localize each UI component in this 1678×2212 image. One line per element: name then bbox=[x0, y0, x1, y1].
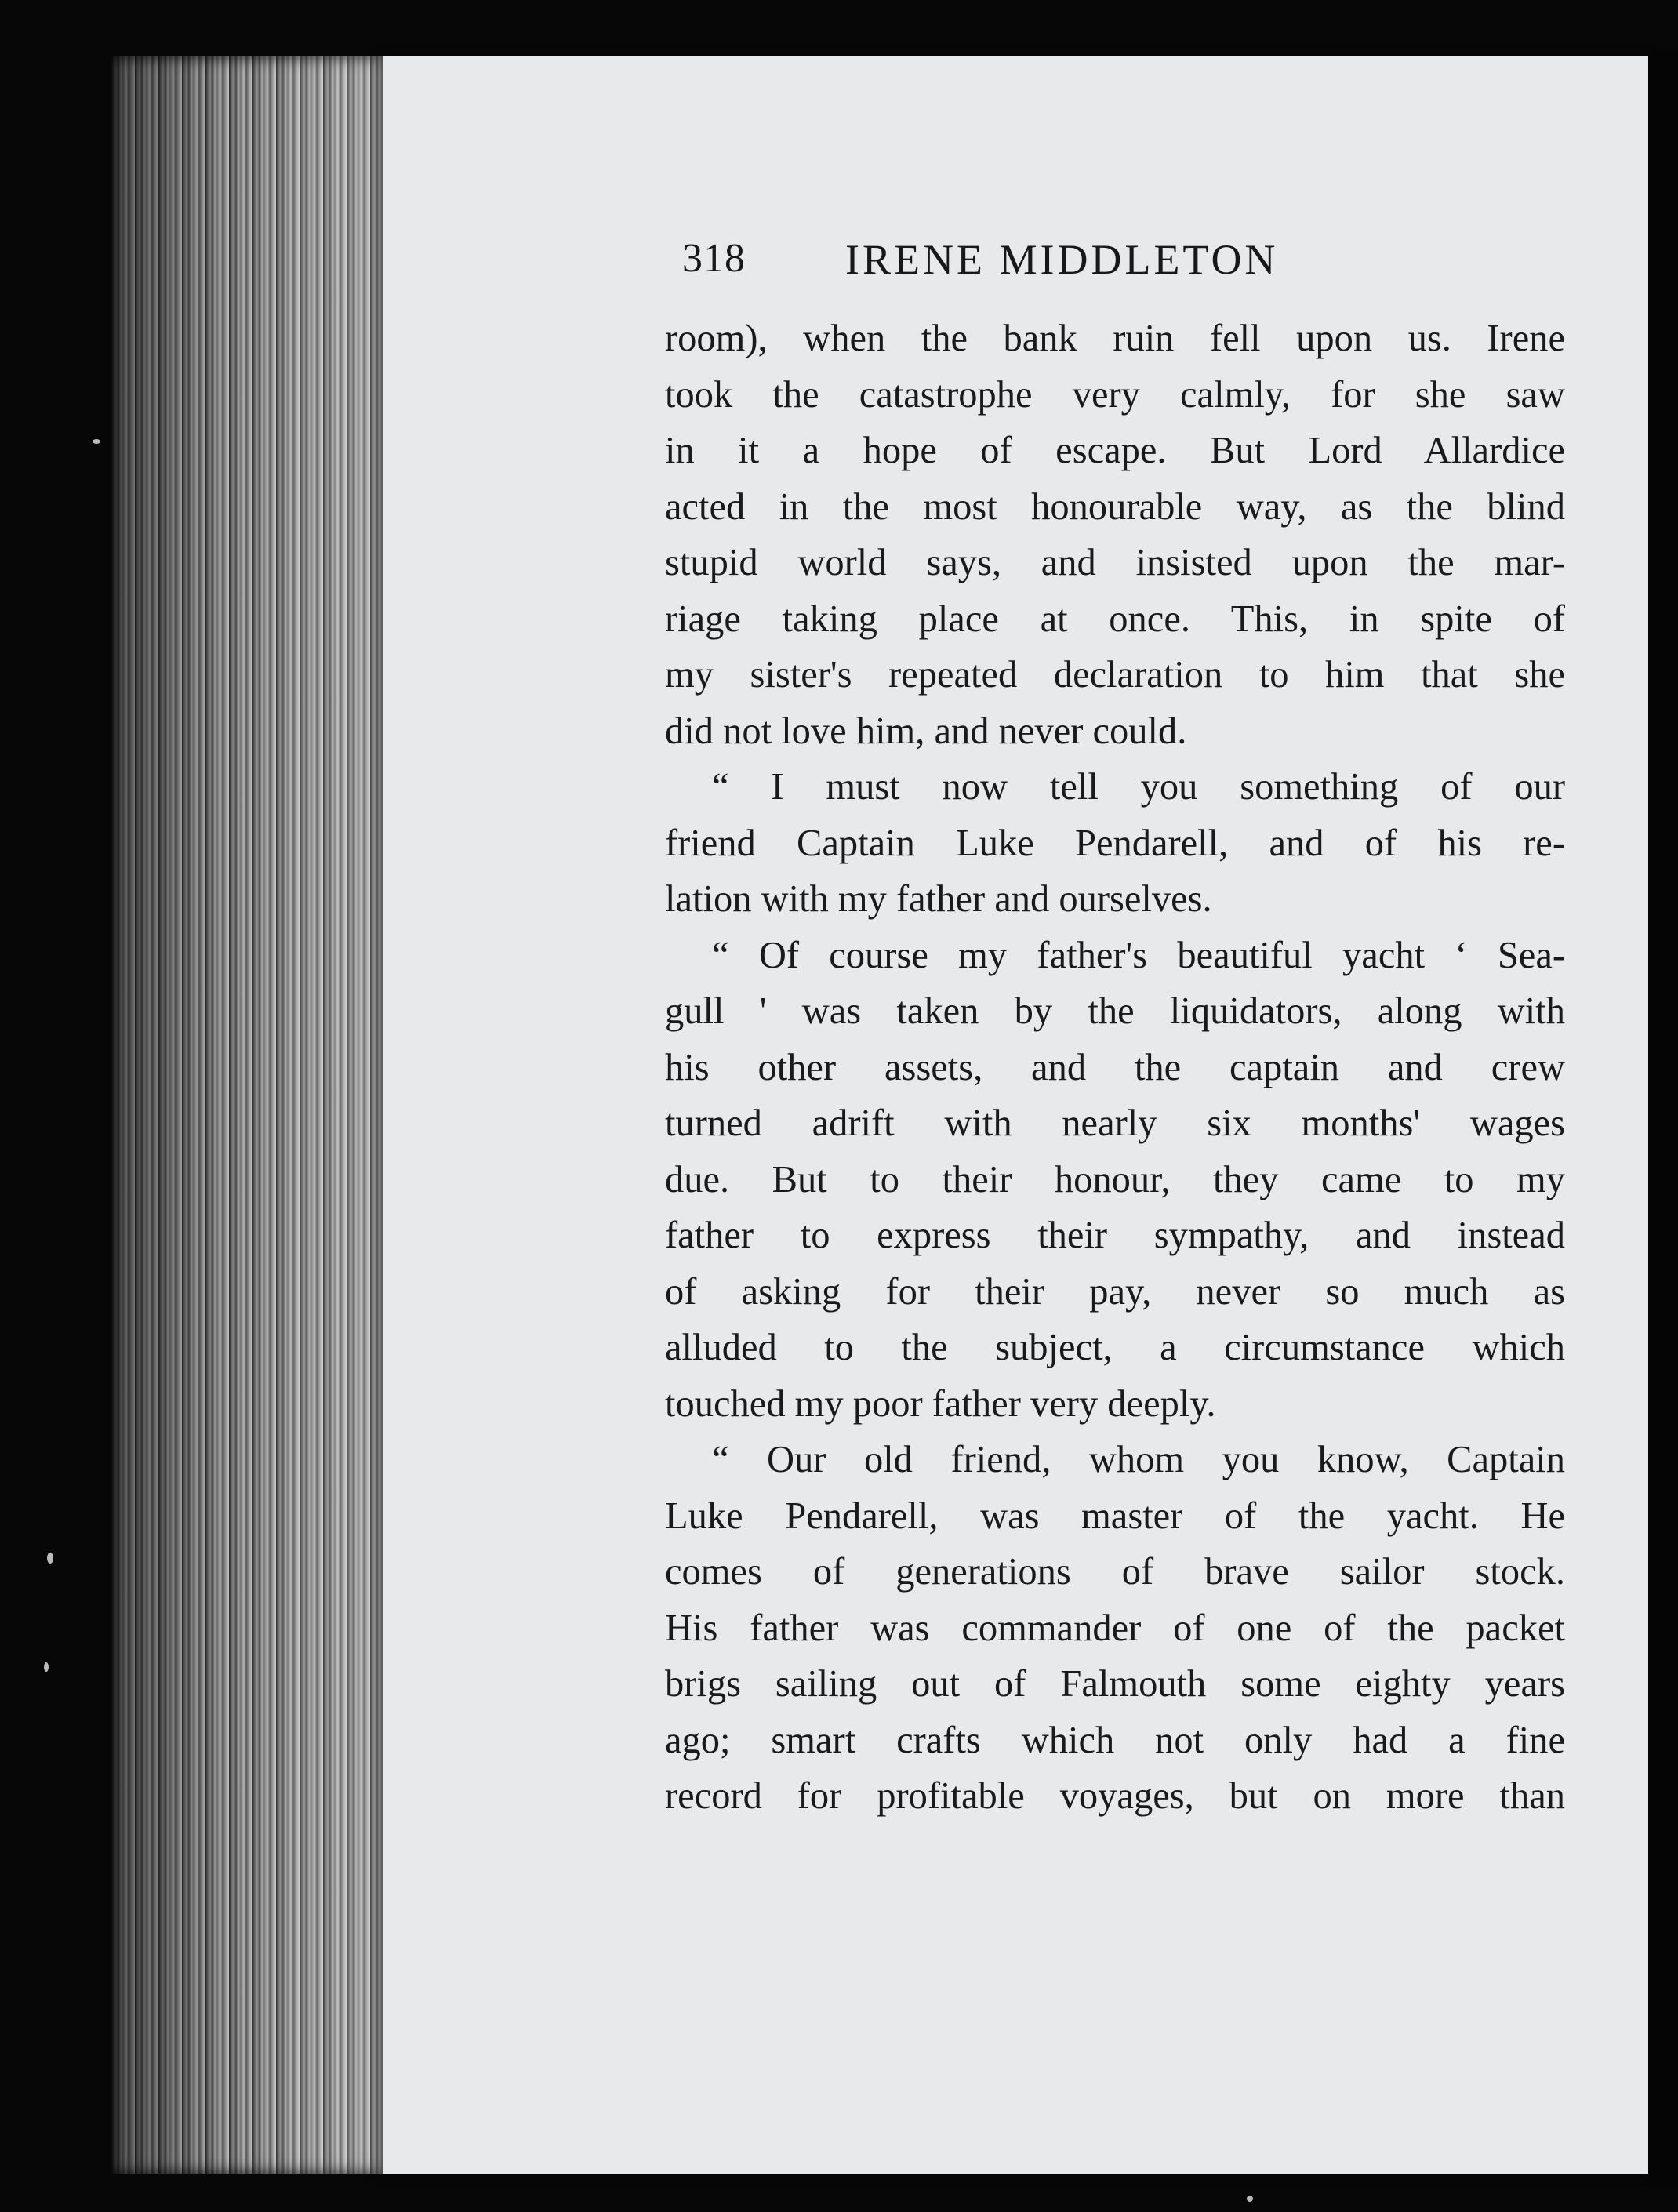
text-line: riage taking place at once. This, in spite of bbox=[665, 597, 1565, 640]
text-line: ago; smart crafts which not only had a fine bbox=[665, 1719, 1565, 1761]
text-line: room), when the bank ruin fell upon us. Irene bbox=[665, 318, 1565, 359]
text-line: touched my poor father very deeply. bbox=[665, 1382, 1216, 1425]
scan-border-right bbox=[1648, 47, 1678, 2188]
text-line: gull ' was taken by the liquidators, along with bbox=[665, 990, 1565, 1032]
text-line: His father was commander of one of the packet bbox=[665, 1607, 1565, 1649]
scan-speck bbox=[93, 439, 100, 444]
paragraph-first-line: “ I must now tell you something of our bbox=[712, 766, 1565, 808]
text-line: comes of generations of brave sailor stock. bbox=[665, 1551, 1565, 1593]
scan-speck bbox=[44, 1662, 49, 1672]
text-line: alluded to the subject, a circumstance which bbox=[665, 1327, 1565, 1368]
text-line: record for profitable voyages, but on more than bbox=[665, 1775, 1565, 1817]
text-line: friend Captain Luke Pendarell, and of his re- bbox=[665, 822, 1565, 864]
text-line: in it a hope of escape. But Lord Allardice bbox=[665, 430, 1565, 471]
book-page-edges bbox=[111, 56, 394, 2174]
text-line: due. But to their honour, they came to my bbox=[665, 1158, 1565, 1200]
text-line: took the catastrophe very calmly, for she saw bbox=[665, 373, 1565, 416]
paragraph-first-line: “ Of course my father's beautiful yacht ‘ Sea- bbox=[712, 934, 1565, 976]
text-line: did not love him, and never could. bbox=[665, 710, 1187, 752]
text-line: father to express their sympathy, and instead bbox=[665, 1215, 1565, 1256]
text-line: lation with my father and ourselves. bbox=[665, 878, 1212, 920]
text-line: brigs sailing out of Falmouth some eighty years bbox=[665, 1663, 1565, 1705]
text-line: stupid world says, and insisted upon the mar- bbox=[665, 542, 1565, 583]
scan-speck bbox=[47, 1553, 53, 1564]
paragraph-first-line: “ Our old friend, whom you know, Captain bbox=[712, 1439, 1565, 1480]
text-line: of asking for their pay, never so much as bbox=[665, 1270, 1565, 1313]
text-line: acted in the most honourable way, as the blind bbox=[665, 485, 1565, 528]
text-line: my sister's repeated declaration to him that she bbox=[665, 654, 1565, 696]
scan-speck bbox=[1247, 2196, 1253, 2202]
running-title: IRENE MIDDLETON bbox=[845, 236, 1279, 283]
running-header bbox=[682, 235, 1545, 298]
page-number: 318 bbox=[682, 236, 746, 281]
text-line: turned adrift with nearly six months' wages bbox=[665, 1102, 1565, 1144]
text-line: Luke Pendarell, was master of the yacht. He bbox=[665, 1495, 1565, 1537]
body-text bbox=[665, 311, 1565, 1825]
text-line: his other assets, and the captain and crew bbox=[665, 1046, 1565, 1088]
